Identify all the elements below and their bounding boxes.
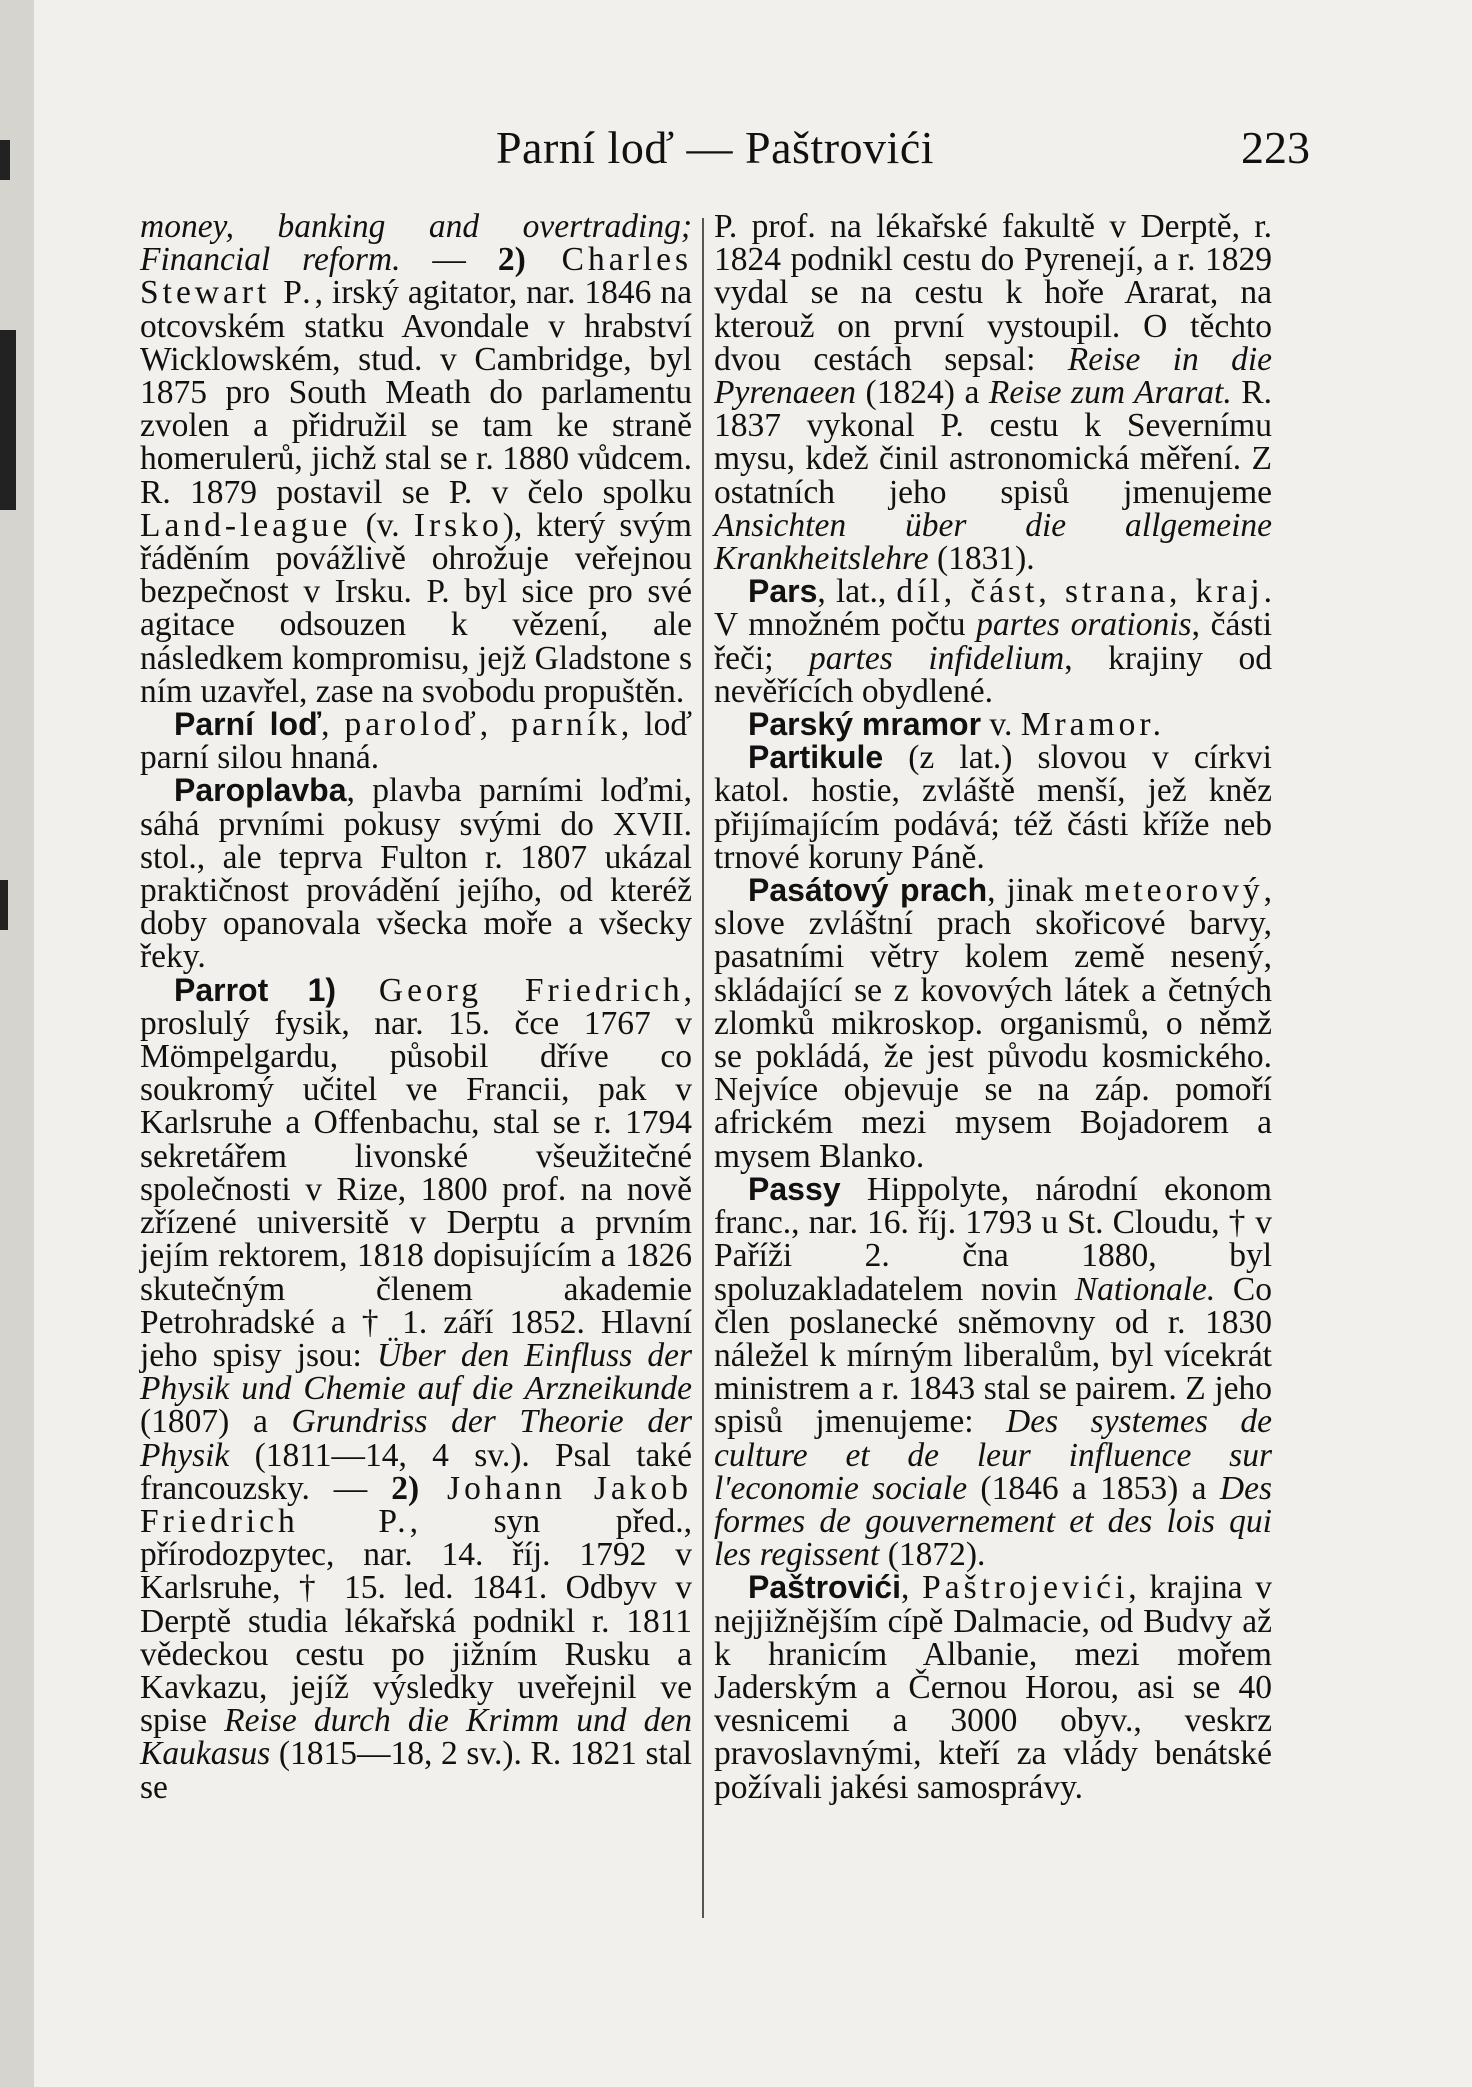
entry-text: , části řeči; <box>714 606 1272 677</box>
entry-text: money, banking and overtrading; Financial reform. <box>140 208 692 279</box>
entry-headword: Paštrovići <box>748 1569 901 1606</box>
entry-work-title: Nationale. <box>1074 1270 1216 1308</box>
entry-pars <box>714 575 1272 708</box>
entry-number: 2) <box>391 1469 420 1507</box>
entry-text: (1807) a <box>140 1403 292 1441</box>
entry-headword: Paroplavba <box>174 772 347 809</box>
column-divider <box>702 218 704 1918</box>
entry-reference: Irsko <box>413 506 503 544</box>
entry-parrot <box>140 971 693 1806</box>
entry-text: (z lat.) slovou v církvi katol. hostie, zvláště menší, jež kněz přijímajícím podává; též části kříže neb trnové koruny Páně. <box>714 739 1272 876</box>
entry-pastrovici <box>714 1569 1272 1806</box>
entry-text: (1824) a <box>855 374 989 412</box>
left-column <box>140 210 692 1804</box>
entry-headword: Parský mramor <box>748 706 982 743</box>
entry-headword: Passy <box>748 1170 841 1207</box>
entry-text: (1811—14, 4 sv.). Psal také francouzsky. — <box>140 1436 692 1507</box>
entry-text: , lat., <box>817 573 897 611</box>
entry-work-title: Ansichten über die allgemeine Krankheitslehre <box>714 506 1272 578</box>
entry-text: (1815—18, 2 sv.). R. 1821 stal se <box>140 1735 692 1806</box>
entry-subject-name: Charles Stewart P. <box>140 241 692 312</box>
entry-work-title: Grundriss der Theorie der Physik <box>140 1403 692 1474</box>
page-number: 223 <box>1241 122 1310 173</box>
entry-work-title: Des formes de gouvernement et des lois qui les regissent <box>714 1469 1272 1574</box>
entry-synonyms: díl, část, strana, kraj <box>896 573 1264 611</box>
entry-text: , irský agitator, nar. 1846 na otcovském statku Avondale v hrabství Wicklowském, stud. v Cambridge, byl 1875 pro South Meath do parlamentu zvolen a přidružil se tam ke straně homerulerů, jichž stal se r. 1880 vůdcem. R. 1879 postavil se P. v čelo spolku <box>140 274 692 511</box>
entry-text: , jinak <box>987 872 1085 910</box>
entry-text: , syn před., přírodozpytec, nar. 14. říj. 1792 v Karlsruhe, † 15. led. 1841. Odbyv v Derptě studia lékařská podnikl r. 1811 vědeckou cestu po jižním Rusku a Kavkazu, jejíž výsledky uveřejnil ve spise <box>140 1502 693 1740</box>
entry-synonyms: meteorový <box>1084 872 1264 910</box>
entry-synonyms: paroloď, parník <box>344 706 621 744</box>
entry-term: partes infidelium <box>809 639 1065 677</box>
entry-parni-lod <box>140 706 693 777</box>
entry-text: , <box>321 706 345 744</box>
entry-work-title: Reise zum Ararat. <box>988 374 1232 412</box>
entry-text: , slove zvláštní prach skořicové barvy, pasatními větry kolem země nesený, skládající se z kovových látek a četných zlomků mikroskop. organismů, o němž se pokládá, že jest původu kosmického. Nejvíce objevuje se na záp. pomoří africkém mezi mysem Bojadorem a mysem Blanko. <box>714 872 1272 1175</box>
entry-text: (v. <box>351 506 414 544</box>
binding-edge <box>0 0 34 2087</box>
entry-text: . V množném počtu <box>714 573 1272 644</box>
entry-text: (1846 a 1853) a <box>967 1469 1220 1507</box>
entry-term: partes orationis <box>976 606 1192 644</box>
entry-text: , krajiny od nevěřících obydlené. <box>714 639 1273 710</box>
entry-text: P. prof. na lékařské fakultě v Derptě, r. 1824 podnikl cestu do Pyrenejí, a r. 1829 vydal se na cestu k hoře Ararat, na kterouž on první vystoupil. O těchto dvou cestách sepsal: <box>714 208 1272 378</box>
entry-text: , plavba parními loďmi, sáhá prvními pokusy svými do XVII. stol., ale teprva Fulton r. 1807 ukázal praktičnost provádění jejího, od kteréž doby opanovala všecka moře a všecky řeky. <box>140 772 692 976</box>
entry-pasatovy-prach <box>714 874 1272 1173</box>
entry-work-title: Über den Einfluss der Physik und Chemie auf die Arzneikunde <box>140 1336 692 1408</box>
entry-headword: Pasátový prach <box>748 872 988 909</box>
entry-text: , krajina v nejjižnějším cípě Dalmacie, od Budvy až k hranicím Albanie, mezi mořem Jaderským a Černou Horou, asi se 40 vesnicemi a 3000 obyv., veskrz pravoslavnými, kteří za vlády benátské požívali jakési samosprávy. <box>714 1569 1272 1806</box>
entry-passy <box>714 1170 1272 1574</box>
entry-headword: Parní loď <box>174 706 322 743</box>
entry-parsky-mramor <box>714 706 1272 744</box>
entry-text: (1831). <box>928 540 1035 578</box>
entry-text: , proslulý fysik, nar. 15. čce 1767 v Mömpelgardu, působil dříve co soukromý učitel ve Francii, pak v Karlsruhe a Offenbachu, stal se r. 1794 sekretářem livonské všeužitečné společnosti v Rize, 1800 prof. na nově zřízené universitě v Derptu a prvním jejím rektorem, 1818 dopisujícím a 1826 skutečným členem akademie Petrohradské a † 1. září 1852. Hlavní jeho spisy jsou: <box>140 971 692 1374</box>
entry-text: ), který svým řáděním povážlivě ohrožuje veřejnou bezpečnost v Irsku. P. byl sice pro své agitace odsouzen k vězení, ale následkem kompromisu, jejž Gladstone s ním uzavřel, zase na svobodu propuštěn. <box>140 506 692 710</box>
entry-text: — <box>400 241 498 279</box>
entry-headword: Partikule <box>748 739 884 776</box>
entry-headword: Pars <box>748 573 818 610</box>
entry-text: Co člen poslanecké sněmovny od r. 1830 náležel k mírným liberalům, byl vícekrát ministrem a r. 1843 stal se pairem. Z jeho spisů jmenujeme: <box>714 1270 1272 1441</box>
entry-text: v. <box>981 706 1021 744</box>
running-head <box>0 118 1472 188</box>
entry-work-title: Reise in die Pyrenaeen <box>714 340 1272 412</box>
entry-parnell-continued <box>140 210 692 708</box>
edge-mark <box>0 880 8 930</box>
entry-text: (1872). <box>879 1536 986 1574</box>
right-column <box>714 210 1272 1804</box>
entry-reference: Mramor. <box>1020 706 1166 744</box>
entry-subject-name: Johann Jakob Friedrich P. <box>140 1469 692 1540</box>
entry-parrot-continued <box>714 208 1272 578</box>
entry-headword: Parrot 1) <box>174 971 337 1008</box>
entry-synonyms: Paštrojevići <box>922 1569 1129 1607</box>
entry-subject-name: Georg Friedrich <box>336 971 684 1009</box>
edge-mark <box>0 330 16 510</box>
entry-paroplavba <box>140 772 692 976</box>
entry-text: Hippolyte, národní ekonom franc., nar. 16. říj. 1793 u St. Cloudu, † v Paříži 2. čna 1880, byl spoluzakladatelem novin <box>714 1170 1272 1308</box>
entry-text: , loď parní silou hnaná. <box>140 706 693 777</box>
entry-text: , <box>900 1569 923 1607</box>
entry-text: R. 1837 vykonal P. cestu k Severnímu mysu, kdež činil astronomická měření. Z ostatních jeho spisů jmenujeme <box>714 374 1272 511</box>
entry-work-title: Des systemes de culture et de leur influence sur l'economie sociale <box>714 1403 1272 1507</box>
entry-partikule <box>714 741 1272 874</box>
entry-number: 2) <box>497 241 526 279</box>
running-title: Parní loď — Paštrovići <box>495 122 935 173</box>
entry-reference: Land-league <box>140 506 352 544</box>
entry-work-title: Reise durch die Krimm und den Kaukasus <box>140 1702 693 1773</box>
